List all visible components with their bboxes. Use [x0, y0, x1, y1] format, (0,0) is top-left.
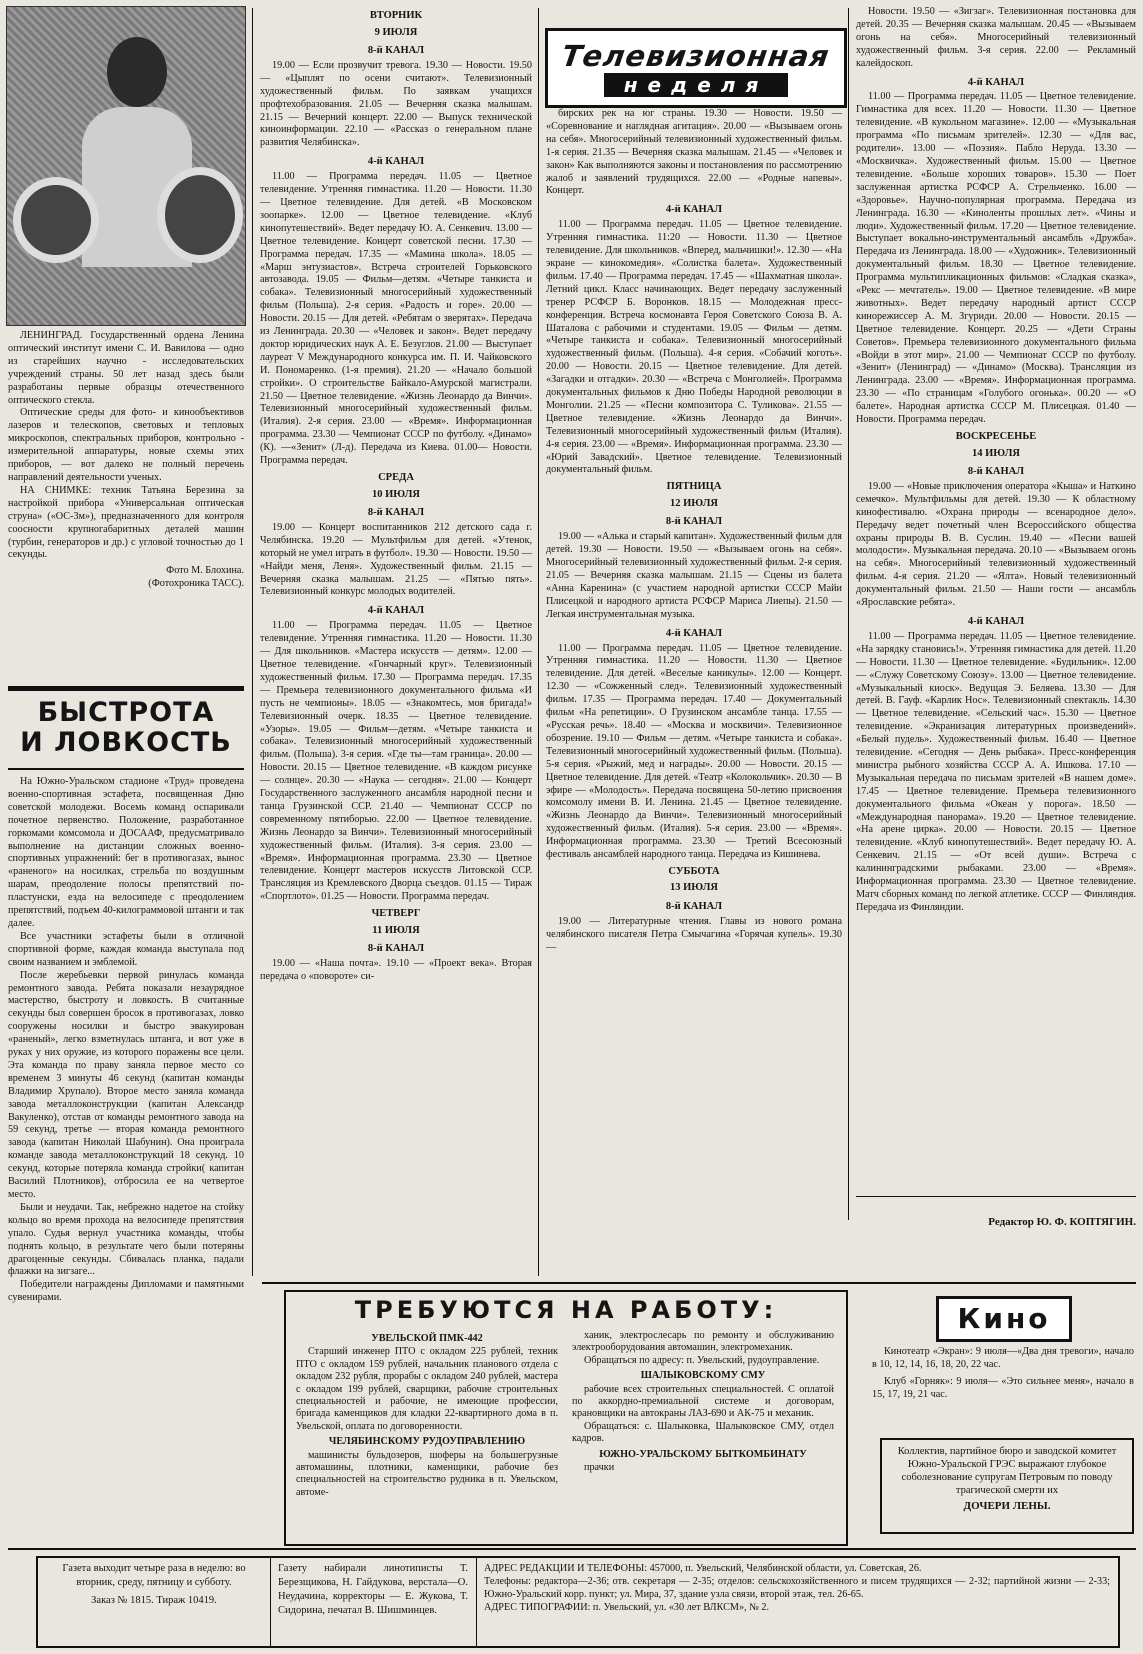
tv-program-listing: 11.00 — Программа передач. 11.05 — Цветное телевидение. «На зарядку становись!». Утренняя гимнастика для детей. 11.20 — Новости. 11.30 — Цветное телевидение. «Будильник». 12.00 — «Служу Советскому Союзу». 13.00 — Цветное телевидение. «Музыкальный киоск». Ведущая Э. Беляева. 13.30 — Для детей. В. Гауф. «Карлик Нос». Телевизионный спектакль. 14.30 — Цветное телевидение. «Сельский час». 15.30 — Цветное телевидение. «Экранизация литературных произведений». «Белый пудель». Художественный фильм. 16.40 — Цветное телевидение. «Сегодня — День рыбака». Пресс-конференция министра рыбного хозяйства СССР А. А. Ишкова. 17.10 — Музыкальная передача по письмам зрителей «В нашем доме». 17.45 — Цветное телевидение. Премьера телевизионного документального фильма «Океан у порога». 18.50 — «Международная панорама». 19.20 — Цветное телевидение. «На арене цирка». 20.00 — Новости. 20.15 — Цветное телевидение. «Клуб кинопутешествий». Ведет передачу Ю. А. Сенкевич. 21.15 — «От всей души». Встреча с калининградскими рыбаками. 23.00 — «Время». Информационная программа. 23.30 — Цветное телевидение. Матч сборных команд по легкой атлетике. СССР — Финляндия. Передача из Финляндии. [856, 630, 1136, 913]
masthead-line2: неделя [604, 73, 789, 97]
tv-day-heading: ПЯТНИЦА [666, 481, 722, 493]
tv-day-heading: СУББОТА [668, 865, 720, 877]
tv-program-listing: 11.00 — Программа передач. 11.05 — Цветное телевидение. Гимнастика для всех. 11.20 — Новости. 11.30 — Цветное телевидение. «В кукольном магазине». 12.00 — «Музыкальная программа «По письмам зрителей». 12.30 — «Для вас, родители». 13.00 — «Поэзия». Пабло Неруда. 13.30 — «Москвичка». Художественный фильм. 15.00 — Цветное телевидение. «Больше хороших товаров». 15.30 — Поет заслуженная артистка РСФСР А. Стрельченко. 16.00 — «Здоровье». Научно-популярная программа. Передача из Ленинграда. 16.30 — «Киноленты прошлых лет». «Чины и люди». Художественный фильм. 17.20 — Цветное телевидение. Выступает вокально-инструментальный ансамбль «Дружба». Передача из Ленинграда. 18.00 — «Художник». Телевизионный документальный фильм. 18.30 — Цветное телевидение. Программа мультипликационных фильмов: «Сладкая сказка», «Рекс — мечтатель». 19.00 — Цветное телевидение. «В мире животных». Ведет передачу народный артист СССР кинорежиссер А. М. Згуриди. 20.00 — Новости. 20.15 — Цветное телевидение. Концерт. 20.25 — «Дети Страны Советов». Премьера телевизионного документального фильма «Войди в этот мир». 21.00 — Чемпионат СССР по футболу. «Зенит» (Ленинград) — «Динамо» (Москва). Трансляция из Ленинграда. 23.00 — «Время». Информационная программа. 23.30 — «По страницам «Голубого огонька». 00.20 — «О балете». Народная артистка СССР М. Плисецкая. 01.40 — Новости. Программа передач. [856, 91, 1136, 426]
tv-schedule-col3 [856, 6, 1136, 915]
caption-p1: ЛЕНИНГРАД. Государственный ордена Ленина оптический институт имени С. И. Вавилова — одно из старейших научно - исследовательских учреждений страны. 50 лет назад здесь были разработаны первые образцы отечественного оптического стекла. [8, 330, 244, 406]
caption-p2: Оптические среды для фото- и кинообъективов лазеров и телескопов, световых и тепловых микроскопов, спектральных приборов, контрольно - измерительной аппаратуры, новые схемы этих приборов, — вот далеко не полный перечень направлений деятельности ученых. [8, 407, 244, 483]
column-rule-1 [252, 8, 253, 1276]
job-ads-col1 [296, 1330, 558, 1499]
kino-ekran: Кинотеатр «Экран»: 9 июля—«Два дня тревоги», начало в 10, 12, 14, 16, 18, 20, 22 час. [872, 1346, 1134, 1370]
footer-print-address: АДРЕС ТИПОГРАФИИ: п. Увельский, ул. «30 лет ВЛКСМ», № 2. [484, 1602, 770, 1613]
kino-listings [872, 1346, 1134, 1402]
editor-rule [856, 1196, 1136, 1197]
tv-channel-heading: 8-й КАНАЛ [367, 507, 425, 518]
tv-channel-heading: 8-й КАНАЛ [367, 45, 425, 56]
job-ad-employer: УВЕЛЬСКОЙ ПМК-442 [371, 1333, 483, 1344]
article-paragraph: Были и неудачи. Так, небрежно надетое на стойку кольцо во время прохода на велосипеде препятствия упало. Судья вернул участника команды, чтобы поднять кольцо, в результате чего были потеряны драгоценные секунды. Сбивалась планка, падали флажки на зигзаге... [8, 1201, 244, 1278]
tv-program-listing: Новости. 19.50 — «Зигзаг». Телевизионная постановка для детей. 20.35 — Вечерняя сказка малышам. 20.45 — «Вызываем огонь на себя». Многосерийный телевизионный художественный фильм. 3-я серия. 22.00 — Рекламный калейдоскоп. [856, 6, 1136, 69]
tv-day-heading: ВОСКРЕСЕНЬЕ [955, 431, 1037, 442]
article-title-line2: И ЛОВКОСТЬ [20, 727, 232, 758]
job-ads-col2 [572, 1330, 834, 1474]
job-ad-text: Старший инженер ПТО с окладом 225 рублей, техник ПТО с окладом 159 рублей, начальник планового отдела с окладом 232 рубля, прорабы с окладом 240 рублей, мастера с окладом 199 рублей, сварщики, рабочие строительных специальностей и рабочие, не имеющие профессии, бригада каменщиков для кладки 22-квартирного дома в п. Увельской, оплата по договоренности. [296, 1346, 558, 1432]
photo-credit-tass: (Фотохроника ТАСС). [148, 578, 244, 590]
tv-program-listing: 11.00 — Программа передач. 11.05 — Цветное телевидение. Утренняя гимнастика. 11:20 — Новости. 11.30 — Цветное телевидение. Для школьников. «Вперед, мальчишки!». 12.30 — «На экране — кинокомедия». «Солистка балета». Художественный фильм. 17.40 — Программа передач. 17.45 — «Шахматная школа». Летний цикл. Класс начинающих. Ведет передачу заслуженный тренер РСФСР Б. Воронков. 18.15 — Молодежная пресс-конференция. Встреча космонавта Героя Советского Союза В. А. Шаталова с рабочими и студентами. 19.05 — Фильм — детям. «Четыре танкиста и собака». Телевизионный многосерийный художественный фильм. (Польша). 4-я серия. «Собачий коготь». 20.00 — Новости. 20.15 — Цветное телевидение. Для детей. «Загадки и отгадки». 20.30 — «Встреча с Монголией». Программа документальных фильмов к Дню Победы Народной революции в Монголии. 21.25 — «Песни композитора С. Туликова». 21.55 — Цветное телевидение. «Жизнь Леонардо да Винчи». Телевизионный многосерийный художественный фильм (Италия). 4-я серия. 23.00 — «Время». Информационная программа. 23.30 — «Юрий Завадский». Цветное телевидение. Телевизионный документальный фильм. [546, 219, 842, 476]
tv-day-heading: 12 ИЮЛЯ [670, 497, 718, 509]
tv-day-heading: 14 ИЮЛЯ [972, 447, 1020, 459]
footer-order: Заказ № 1815. Тираж 10419. [91, 1595, 217, 1606]
job-ad-text: прачки [584, 1462, 615, 1474]
tv-channel-heading: 4-й КАНАЛ [665, 627, 723, 639]
job-ads-title: ТРЕБУЮТСЯ НА РАБОТУ: [354, 1296, 778, 1324]
footer-typesetters: Газету набирали линотиписты Т. Березщикова, Н. Гайдукова, верстала—О. Неудачина, корректоры — Е. Жукова, Т. Сидорина, печатал В. Шишминцев. [278, 1563, 468, 1616]
obituary-box [880, 1438, 1134, 1534]
tv-channel-heading: 4-й КАНАЛ [367, 156, 425, 168]
job-ad-employer: ЮЖНО-УРАЛЬСКОМУ БЫТКОМБИНАТУ [599, 1448, 807, 1460]
tv-program-listing: 19.00 — «Алька и старый капитан». Художественный фильм для детей. 19.30 — Новости. 19.50 — «Вызываем огонь на себя». Многосерийный телевизионный художественный фильм. 2-я серия. 21.05 — Вечерняя сказка малышам. 21.15 — Сцены из балета «Анна Каренина» (с участием народной артистки СССР Майи Плисецкой и народного артиста РСФСР Мариса Лиепы). 21.50 — Легкая инструментальная музыка. [546, 531, 842, 620]
article-paragraph: После жеребьевки первой ринулась команда ремонтного завода. Ребята показали незаурядное мастерство, быстроту и ловкость. В считанные секунды был совершен бросок в противогазах, ловко сооружены носилки и быстро эвакуирован «раненый», легко взметнулась штанга, и вот уже в руках у них оружие, из которого поражены все цели. Эта команда по праву заняла первое место со временем 3 минуты 46 секунд (капитан команды Владимир Хрупало). Второе место заняла команда завода металлоконструкции (капитан Александр Вакуленко), отстав от команды ремонтного завода на 59 секунд, третье — вторая команда ремонтного завода (капитан Николай Шабунин). Она проиграла команде завода металлоконструкций 18 секунд. 10 секунд, которые потеряла команда стройки( капитан Василий Плотников), отбросила ее на четвертое место. [8, 969, 244, 1200]
footer-address: АДРЕС РЕДАКЦИИ И ТЕЛЕФОНЫ: 457000, п. Увельский, Челябинской области, ул. Советская, 26. [484, 1563, 922, 1574]
tv-program-listing: бирских рек на юг страны. 19.30 — Новости. 19.50 — «Соревнование и наглядная агитация». 20.00 — «Вызываем огонь на себя». Многосерийный телевизионный художественный фильм. 1-я серия. 21.35 — Вечерняя сказка малышам. 21.45 — «Человек и закон» Как выполняются законы и постановления по рассмотрению жалоб и заявлений трудящихся. 22.00 — «Родные напевы». Концерт. [546, 108, 842, 197]
ads-top-rule [262, 1282, 1136, 1284]
tv-day-heading: 13 ИЮЛЯ [670, 882, 718, 894]
tv-program-listing: 11.00 — Программа передач. 11.05 — Цветное телевидение. Утренняя гимнастика. 11.20 — Новости. 11.30 — Для школьников. «Мастера искусств — детям». 12.00 — Цветное телевидение. «Гончарный круг». Телевизионный художественный фильм. 17.30 — Программа передач. 17.35 — Премьера телевизионного документального фильма «И пусть не чемпионы». 18.05 — «Знакомтесь, моя бригада!» Телевизионный очерк. 18.35 — Цветное телевидение. «Узоры». 19.05 — Фильм—детям. «Четыре танкиста и собака». Телевизионный многосерийный художественный фильм. (Польша). 3-я серия. «Где ты—там граница». 20.00 — Новости. 20.15 — Цветное телевидение. «В каждом рисунке — солнце». 20.30 — «Наука — сегодня». 21.00 — Концерт Государственного заслуженного ансамбля народной песни и танца Грузинской ССР. 21.40 — Чемпионат СССР по современному пятиборью. 22.00 — Цветное телевидение. Жизнь Леонардо за Винчи». Телевизионный многосерийный художественный фильм. (Италия). 3-я серия. 23.00 — «Время». Информационная программа. 23.30 — Цветное телевидение. Концерт мастеров искусств Литовской ССР. Трансляция из Кремлевского Дворца съездов. 01.15 — Тираж «Спортлото». 01.25 — Новости. Программа передач. [260, 620, 532, 903]
tv-day-heading: СРЕДА [378, 472, 414, 483]
tv-program-listing: 11.00 — Программа передач. 11.05 — Цветное телевидение. Утренняя гимнастика. 11.20 — Новости. 11.30 — Цветное телевидение. Для детей. «В Московском зоопарке». 12.00 — Цветное телевидение. «Клуб кинопутешествий». Ведет передачу Ю. А. Сенкевич. 13.00 — Цветное телевидение. Концерт советской песни. 17.30 — Программа передач. 17.35 — «Мамина школа». 18.05 — «Марш энтузиастов». Встреча строителей Горьковского автозавода. 19.05 — Фильм—детям. «Четыре танкиста и собака». Телевизионный многосерийный художественный фильм (Польша). 2-я серия. «Радость и горе». 20.00 — Новости. 20.15 — Для детей. «Ребятам о зверятах». Передача из Ленинграда. 20.30 — «Человек и закон». Ведет передачу доктор юридических наук А. Е. Безуглов. 21.00 — Выступает лауреат V Международного конкурса им. П. И. Чайковского И. Пономаренко. (1-я премия). 21.20 — «Начало большой стройки». О строительстве Байкало-Амурской магистрали. 21.50 — Цветное телевидение. «Жизнь Леонардо да Винчи». Телевизионный многосерийный художественный фильм. (Италия). 2-я серия. 23.00 — «Время». Информационная программа. 23.30 — Чемпионат СССР по футболу. «Динамо» (К). —«Зенит» (Л-д). Передача из Киева. 01.00— Новости. Программа передач. [260, 171, 532, 467]
article-paragraph: Все участники эстафеты были в отличной спортивной форме, каждая команда выступала под своим названием и эмблемой. [8, 930, 244, 968]
kino-logo: Кино [936, 1296, 1072, 1342]
footer-phones: Телефоны: редактора—2-36; отв. секретаря — 2-35; отделов: сельскохозяйственного и писем трудящихся — 2-32; партийной жизни — 2-33; Южно-Уральский корр. пункт; ул. Мира, 37, здание узла связи, второй этаж, тел. 26-65. [484, 1576, 1110, 1600]
tv-program-listing: 19.00 — «Новые приключения оператора «Кыша» и Наткино семечко». Мультфильмы для детей. 19.30 — К областному кинофестивалю. «Охрана природы — всенародное дело». Передачу ведет почетный член Всероссийского общества охраны природы В. В. Суслин. 19.40 — «Песни вашей молодости». Музыкальная передача. 20.10 — «Вызываем огонь на себя». Многосерийный телевизионный художественный фильм. 4-я серия. 21.20 — «Ялта». Новый телевизионный документальный фильм. 21.50 — Наши гости — ансамбль «Ярославские ребята». [856, 480, 1136, 609]
footer-schedule-text: Газета выходит четыре раза в неделю: во вторник, среду, пятницу и субботу. [62, 1563, 246, 1588]
tv-day-heading: 9 ИЮЛЯ [374, 26, 418, 38]
footer-divider-2 [476, 1558, 477, 1646]
article-title-rule [8, 768, 244, 770]
kino-gornyak: Клуб «Горняк»: 9 июля— «Это сильнее меня», начало в 15, 17, 19, 21 час. [872, 1375, 1134, 1400]
tv-channel-heading: 4-й КАНАЛ [665, 204, 723, 216]
tv-channel-heading: 8-й КАНАЛ [967, 466, 1025, 477]
column-rule-2 [538, 8, 539, 1276]
job-ad-employer: ШАЛЫКОВСКОМУ СМУ [640, 1370, 766, 1382]
article-top-rule [8, 686, 244, 691]
job-ads-box [284, 1290, 848, 1546]
tv-program-listing: 19.00 — Если прозвучит тревога. 19.30 — Новости. 19.50 — «Цыплят по осени считают». Телевизионный художественный фильм. По заявкам учащихся профтехобразования. 21.05 — Вечерняя сказка малышам. 21.15 — Вечерний концерт. 22.00 — Выпуск технической киноинформации. 22.10 — «Рассказ о генеральном плане развития Челябинска». [260, 59, 532, 149]
article-paragraph: На Южно-Уральском стадионе «Труд» проведена военно-спортивная эстафета, посвященная Дню советской молодежи. Восемь команд оспаривали почетное первенство. Положение, разработанное горкомами комсомола и ДОСААФ, предусматривало выполнение на дистанции сложных военно-спортивных упражнений: бег в противогазах, вынос «раненого» на носилках, стрельба по воздушным шарам, преодоление полосы препятствий по-пластунски, езда на велосипеде с преодолением препятствий, подъем 40-килограммовой штанги и так далее. [8, 776, 244, 929]
photo-caption [8, 330, 244, 591]
job-ad-employer: ЧЕЛЯБИНСКОМУ РУДОУПРАВЛЕНИЮ [328, 1436, 526, 1448]
job-ad-text: Обращаться по адресу: п. Увельский, рудоуправление. [584, 1354, 820, 1366]
article-title [8, 698, 244, 758]
tv-schedule-col1 [260, 6, 532, 984]
tv-day-heading: ЧЕТВЕРГ [371, 908, 421, 920]
footer-divider-1 [270, 1558, 271, 1646]
article-body [8, 776, 244, 1305]
editor-credit: Редактор Ю. Ф. КОПТЯГИН. [988, 1216, 1136, 1228]
tv-channel-heading: 8-й КАНАЛ [665, 516, 723, 528]
job-ad-text: рабочие всех строительных специальностей. С оплатой по аккордно-премиальной системе и договорам, крановщики на автокраны ЛАЗ-690 и АК-75 и механик. [572, 1383, 834, 1420]
article-paragraph: Победители награждены Дипломами и памятными сувенирами. [8, 1279, 244, 1304]
photo-credit: Фото М. Блохина. [166, 565, 244, 577]
footer-schedule [44, 1562, 264, 1608]
tv-day-heading: 10 ИЮЛЯ [372, 488, 420, 500]
tv-program-listing: 11.00 — Программа передач. 11.05 — Цветное телевидение. Утренняя гимнастика. 11.20 — Новости. 11.30 — Цветное телевидение. Для детей. «Веселые каникулы». 12.00 — Концерт. 12.30 — «Сожженный след». Телевизионный художественный фильм. 17.35 — Программа передач. 17.40 — Документальный фильм «На репетиции». О Грузинском ансамбле танца. 17.55 — «Русская речь». 18.40 — «Москва и москвичи». Телевизионное обозрение. 19.10 — Фильм — детям. «Четыре танкиста и собака». Телевизионный многосерийный художественный фильм. (Польша). 5-я серия. «Рыжий, мед и награды». 20.00 — Новости. 20.15 — Цветное телевидение. Для детей. «Театр «Колокольчик». 20.30 — В эфире — «Молодость». Передача посвящена 50-летию присвоения комсомолу имени В. И. Ленина. 21.45 — Цветное телевидение. «Жизнь Леонардо да Винчи». Телевизионный многосерийный художественный фильм. (Италия). 5-я серия. 23.00 — «Время». Информационная программа. 23.30 — Третий Всесоюзный фестиваль ансамблей народного танца. Передача из Кишинева. [546, 642, 842, 861]
tv-program-listing: 19.00 — «Наша почта». 19.10 — «Проект века». Вторая передача о «повороте» си- [260, 958, 532, 982]
tv-channel-heading: 8-й КАНАЛ [367, 943, 425, 955]
footer-top-rule [8, 1548, 1136, 1550]
tv-program-listing: 19.00 — Концерт воспитанников 212 детского сада г. Челябинска. 19.20 — Мультфильм для детей. «Утенок, который не умел играть в футбол». 19.30 — Новости. 19.50 — «Найди меня, Леня». Художественный фильм. 21.15 — Вечерняя сказка малышам. 21.25 — «Пятью пять». Телевизионный конкурс молодых водителей. [260, 521, 532, 598]
article-title-line1: БЫСТРОТА [37, 697, 215, 728]
job-ad-text: машинисты бульдозеров, шоферы на большегрузные автомашины, плотники, каменщики, рабочие без специальностей на строительство рудника в п. Увельском, автоме- [296, 1449, 558, 1498]
footer-box [36, 1556, 1120, 1648]
job-ad-text: Обращаться: с. Шалыковка, Шалыковское СМУ, отдел кадров. [572, 1420, 834, 1445]
tv-schedule-col2 [546, 108, 842, 955]
tv-channel-heading: 4-й КАНАЛ [967, 615, 1025, 627]
tv-channel-heading: 8-й КАНАЛ [665, 900, 723, 912]
caption-p3: НА СНИМКЕ: техник Татьяна Березина за настройкой прибора «Универсальная оптическая струна» («ОС-3м»), предназначенного для контроля соосности крупногабаритных деталей машин (турбин, генераторов и др.) с угловой точностью до 1 секунды. [8, 484, 244, 561]
footer-contacts [484, 1562, 1110, 1614]
photo-technician [6, 6, 246, 326]
tv-week-masthead [545, 28, 847, 108]
obituary-text: Коллектив, партийное бюро и заводской комитет Южно-Уральской ГРЭС выражают глубокое соболезнование супругам Петровым по поводу трагической смерти их [897, 1446, 1117, 1496]
tv-channel-heading: 4-й КАНАЛ [367, 605, 425, 617]
obituary-name: ДОЧЕРИ ЛЕНЫ. [963, 1499, 1051, 1512]
tv-channel-heading: 4-й КАНАЛ [967, 76, 1025, 88]
masthead-line1: Телевизионная [559, 39, 833, 73]
tv-day-heading: 11 ИЮЛЯ [372, 924, 420, 936]
job-ad-text: ханик, электрослесарь по ремонту и обслуживанию электрооборудования автомашин, электромеханик. [572, 1330, 834, 1354]
tv-program-listing: 19.00 — Литературные чтения. Главы из нового романа челябинского писателя Петра Смычагина «Горячая купель». 19.30 — [546, 915, 842, 953]
tv-day-heading: ВТОРНИК [369, 10, 423, 21]
column-rule-3 [848, 8, 849, 1220]
